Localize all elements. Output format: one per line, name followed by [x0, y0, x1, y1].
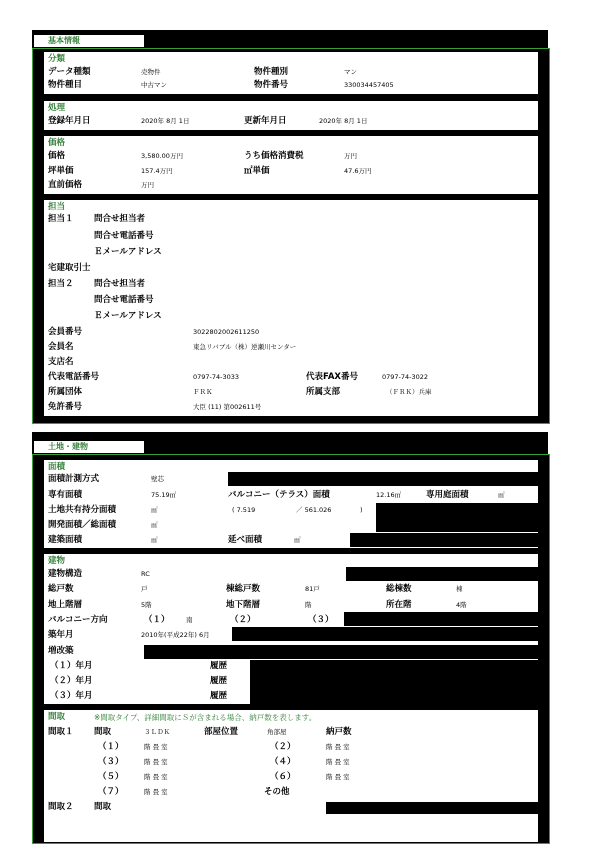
dir-2-label: （２）: [230, 615, 256, 625]
m2-value: 47.6万円: [344, 167, 372, 175]
tel-label: 代表電話番号: [48, 372, 100, 382]
reform-3-rireki: 履歴: [210, 691, 228, 701]
kouzou-value: RC: [141, 570, 150, 578]
room-6-unit: 階 畳 室: [326, 773, 350, 781]
kenchiku-label: 建築面積: [48, 535, 83, 545]
koushin-value: 2020年 8月 1日: [319, 117, 368, 125]
shozai-label: 所在階: [386, 600, 412, 610]
fax-label: 代表FAX番号: [306, 372, 358, 382]
room-4-label: （４）: [270, 757, 296, 767]
position-label: 部屋位置: [204, 727, 239, 737]
bukken-number-value: 330034457405: [344, 81, 394, 89]
touroku-value: 2020年 8月 1日: [141, 117, 190, 125]
takken-label: 宅建取引士: [48, 263, 91, 273]
prev-price-label: 直前価格: [48, 180, 83, 190]
inquiry-person-2: 問合せ担当者: [94, 279, 146, 289]
tatemono-mask-1: [346, 567, 538, 581]
madori1-label: 間取１: [48, 727, 74, 737]
tantou-heading: 担当: [48, 202, 66, 212]
chiku-label: 築年月: [48, 630, 74, 640]
member-name-label: 会員名: [48, 342, 74, 352]
tatemono-mask-4: [144, 645, 538, 659]
bukken-shubetsu-label: 物件種別: [254, 67, 289, 77]
tsubo-label: 坪単価: [48, 166, 74, 176]
room-2-label: （２）: [270, 742, 296, 752]
shozai-value: 4階: [456, 601, 467, 609]
reform-3-label: （３）年月: [50, 691, 93, 701]
license-label: 免許番号: [48, 402, 83, 412]
room-3-unit: 階 畳 室: [144, 758, 168, 766]
madori2-label: 間取２: [48, 802, 74, 812]
bunrui-heading: 分類: [48, 54, 66, 64]
garden-label: 専用庭面積: [426, 490, 469, 500]
prev-price-value: 万円: [141, 181, 154, 189]
kyoyu-ratio-c: ): [360, 506, 363, 514]
shori-heading: 処理: [48, 103, 66, 113]
bukken-shumoku-label: 物件種目: [48, 80, 83, 90]
tantou1-label: 担当１: [48, 214, 74, 224]
chijo-label: 地上階層: [48, 600, 83, 610]
reform-2-rireki: 履歴: [210, 676, 228, 686]
touroku-label: 登録年月日: [48, 116, 91, 126]
room-6-label: （６）: [270, 772, 296, 782]
madori-mask-1: [326, 802, 538, 814]
madori2-madori-label: 間取: [94, 802, 112, 812]
menseki-mask-2: [376, 503, 538, 532]
room-1-unit: 階 畳 室: [144, 743, 168, 751]
menseki-mask-3: [350, 533, 538, 547]
room-3-label: （３）: [98, 757, 124, 767]
balcony-label: バルコニー（テラス）面積: [228, 490, 330, 500]
tou-soko-value: 81戸: [305, 585, 320, 593]
shibu-label: 所属支部: [306, 387, 341, 397]
tatemono-mask-5: [250, 660, 538, 704]
inquiry-tel-2: 問合せ電話番号: [94, 295, 154, 305]
senyu-value: 75.19㎡: [151, 491, 177, 499]
price-label: 価格: [48, 151, 66, 161]
kyoyu-label: 土地共有持分面積: [48, 505, 117, 515]
dir-1-value: 南: [186, 616, 193, 624]
soko-label: 総戸数: [48, 584, 74, 594]
nobe-label: 延べ面積: [228, 535, 263, 545]
garden-value: ㎡: [498, 491, 505, 499]
tax-label: うち価格消費税: [244, 151, 304, 161]
room-5-label: （５）: [98, 772, 124, 782]
tax-value: 万円: [344, 152, 357, 160]
dantai-value: ＦＲＫ: [193, 388, 213, 396]
madori1-madori-label: 間取: [94, 727, 112, 737]
tel-value: 0797-74-3033: [193, 373, 240, 381]
kakaku-heading: 価格: [48, 138, 66, 148]
menseki-heading: 面積: [48, 462, 66, 472]
dantai-label: 所属団体: [48, 387, 83, 397]
reform-1-rireki: 履歴: [210, 661, 228, 671]
tatemono-mask-2: [344, 612, 538, 626]
room-2-unit: 階 畳 室: [326, 743, 350, 751]
room-1-label: （１）: [98, 742, 124, 752]
bukken-number-label: 物件番号: [254, 80, 289, 90]
reform-1-label: （１）年月: [50, 661, 93, 671]
dir-1-label: （１）: [144, 615, 170, 625]
kenchiku-value: ㎡: [151, 536, 158, 544]
bukken-shumoku-value: 中古マン: [141, 81, 167, 89]
madori-heading: 間取: [48, 712, 66, 722]
member-no-value: 3022802002611250: [193, 328, 260, 336]
soko-value: 戸: [141, 585, 148, 593]
chijo-value: 5階: [141, 601, 152, 609]
other-label: その他: [264, 787, 290, 797]
bunrui-box: [44, 52, 538, 94]
data-type-value: 売物件: [141, 68, 161, 76]
chika-label: 地下階層: [226, 600, 261, 610]
madori1-value: ３ＬＤＫ: [144, 728, 170, 736]
kaichiku-label: 増改築: [48, 646, 74, 656]
soutou-value: 棟: [456, 585, 463, 593]
price-value: 3,580.00万円: [141, 152, 183, 160]
kyoyu-value: ㎡: [151, 506, 158, 514]
member-no-label: 会員番号: [48, 327, 83, 337]
bukken-shubetsu-value: マン: [344, 68, 357, 76]
nobe-value: ㎡: [294, 536, 301, 544]
email-2: Ｅメールアドレス: [94, 311, 162, 321]
menseki-mask-1: [228, 472, 538, 486]
kyoyu-ratio-b: ／ 561.026: [296, 506, 332, 514]
email-1: Ｅメールアドレス: [94, 247, 162, 257]
license-value: 大臣 (11) 第002611号: [193, 403, 262, 411]
position-value: 角部屋: [267, 728, 287, 736]
kyoyu-ratio-a: ( 7.519: [232, 506, 256, 514]
fax-value: 0797-74-3022: [382, 373, 429, 381]
data-type-label: データ種類: [48, 67, 91, 77]
inquiry-person-1: 問合せ担当者: [94, 214, 146, 224]
room-4-unit: 階 畳 室: [326, 758, 350, 766]
dir-3-label: （３）: [308, 615, 334, 625]
m2-label: ㎡単価: [244, 166, 270, 176]
room-5-unit: 階 畳 室: [144, 773, 168, 781]
soutou-label: 総棟数: [386, 584, 412, 594]
method-label: 面積計測方式: [48, 474, 100, 484]
chiku-value: 2010年(平成22年) 6月: [141, 631, 210, 639]
balcony-dir-label: バルコニー方向: [48, 615, 108, 625]
reform-2-label: （２）年月: [50, 676, 93, 686]
member-name-value: 東急リバブル（株）逆瀬川センター: [193, 343, 297, 351]
tatemono-mask-3: [232, 627, 538, 641]
tantou2-label: 担当２: [48, 279, 74, 289]
kaihatsu-value: ㎡: [151, 521, 158, 529]
method-value: 壁芯: [151, 475, 164, 483]
shori-box: [44, 101, 538, 130]
kouzou-label: 建物構造: [48, 569, 83, 579]
shibu-value: （ＦＲＫ）兵庫: [386, 388, 432, 396]
branch-label: 支店名: [48, 357, 74, 367]
inquiry-tel-1: 問合せ電話番号: [94, 231, 154, 241]
nando-label: 納戸数: [326, 727, 352, 737]
kakaku-box: [44, 136, 538, 194]
koushin-label: 更新年月日: [244, 116, 287, 126]
room-7-unit: 階 畳 室: [144, 788, 168, 796]
kaihatsu-label: 開発面積／総面積: [48, 520, 117, 530]
balcony-value: 12.16㎡: [376, 491, 402, 499]
tochi-tab[interactable]: 土地・建物: [34, 441, 144, 453]
madori-note: ※間取タイプ、詳細間取にＳが含まれる場合、納戸数を表します。: [94, 713, 317, 722]
chika-value: 階: [305, 601, 312, 609]
tsubo-value: 157.4万円: [141, 167, 173, 175]
tou-soko-label: 棟総戸数: [226, 584, 261, 594]
kihon-tab[interactable]: 基本情報: [34, 35, 144, 47]
room-7-label: （７）: [98, 787, 124, 797]
senyu-label: 専有面積: [48, 490, 83, 500]
tatemono-heading: 建物: [48, 556, 66, 566]
